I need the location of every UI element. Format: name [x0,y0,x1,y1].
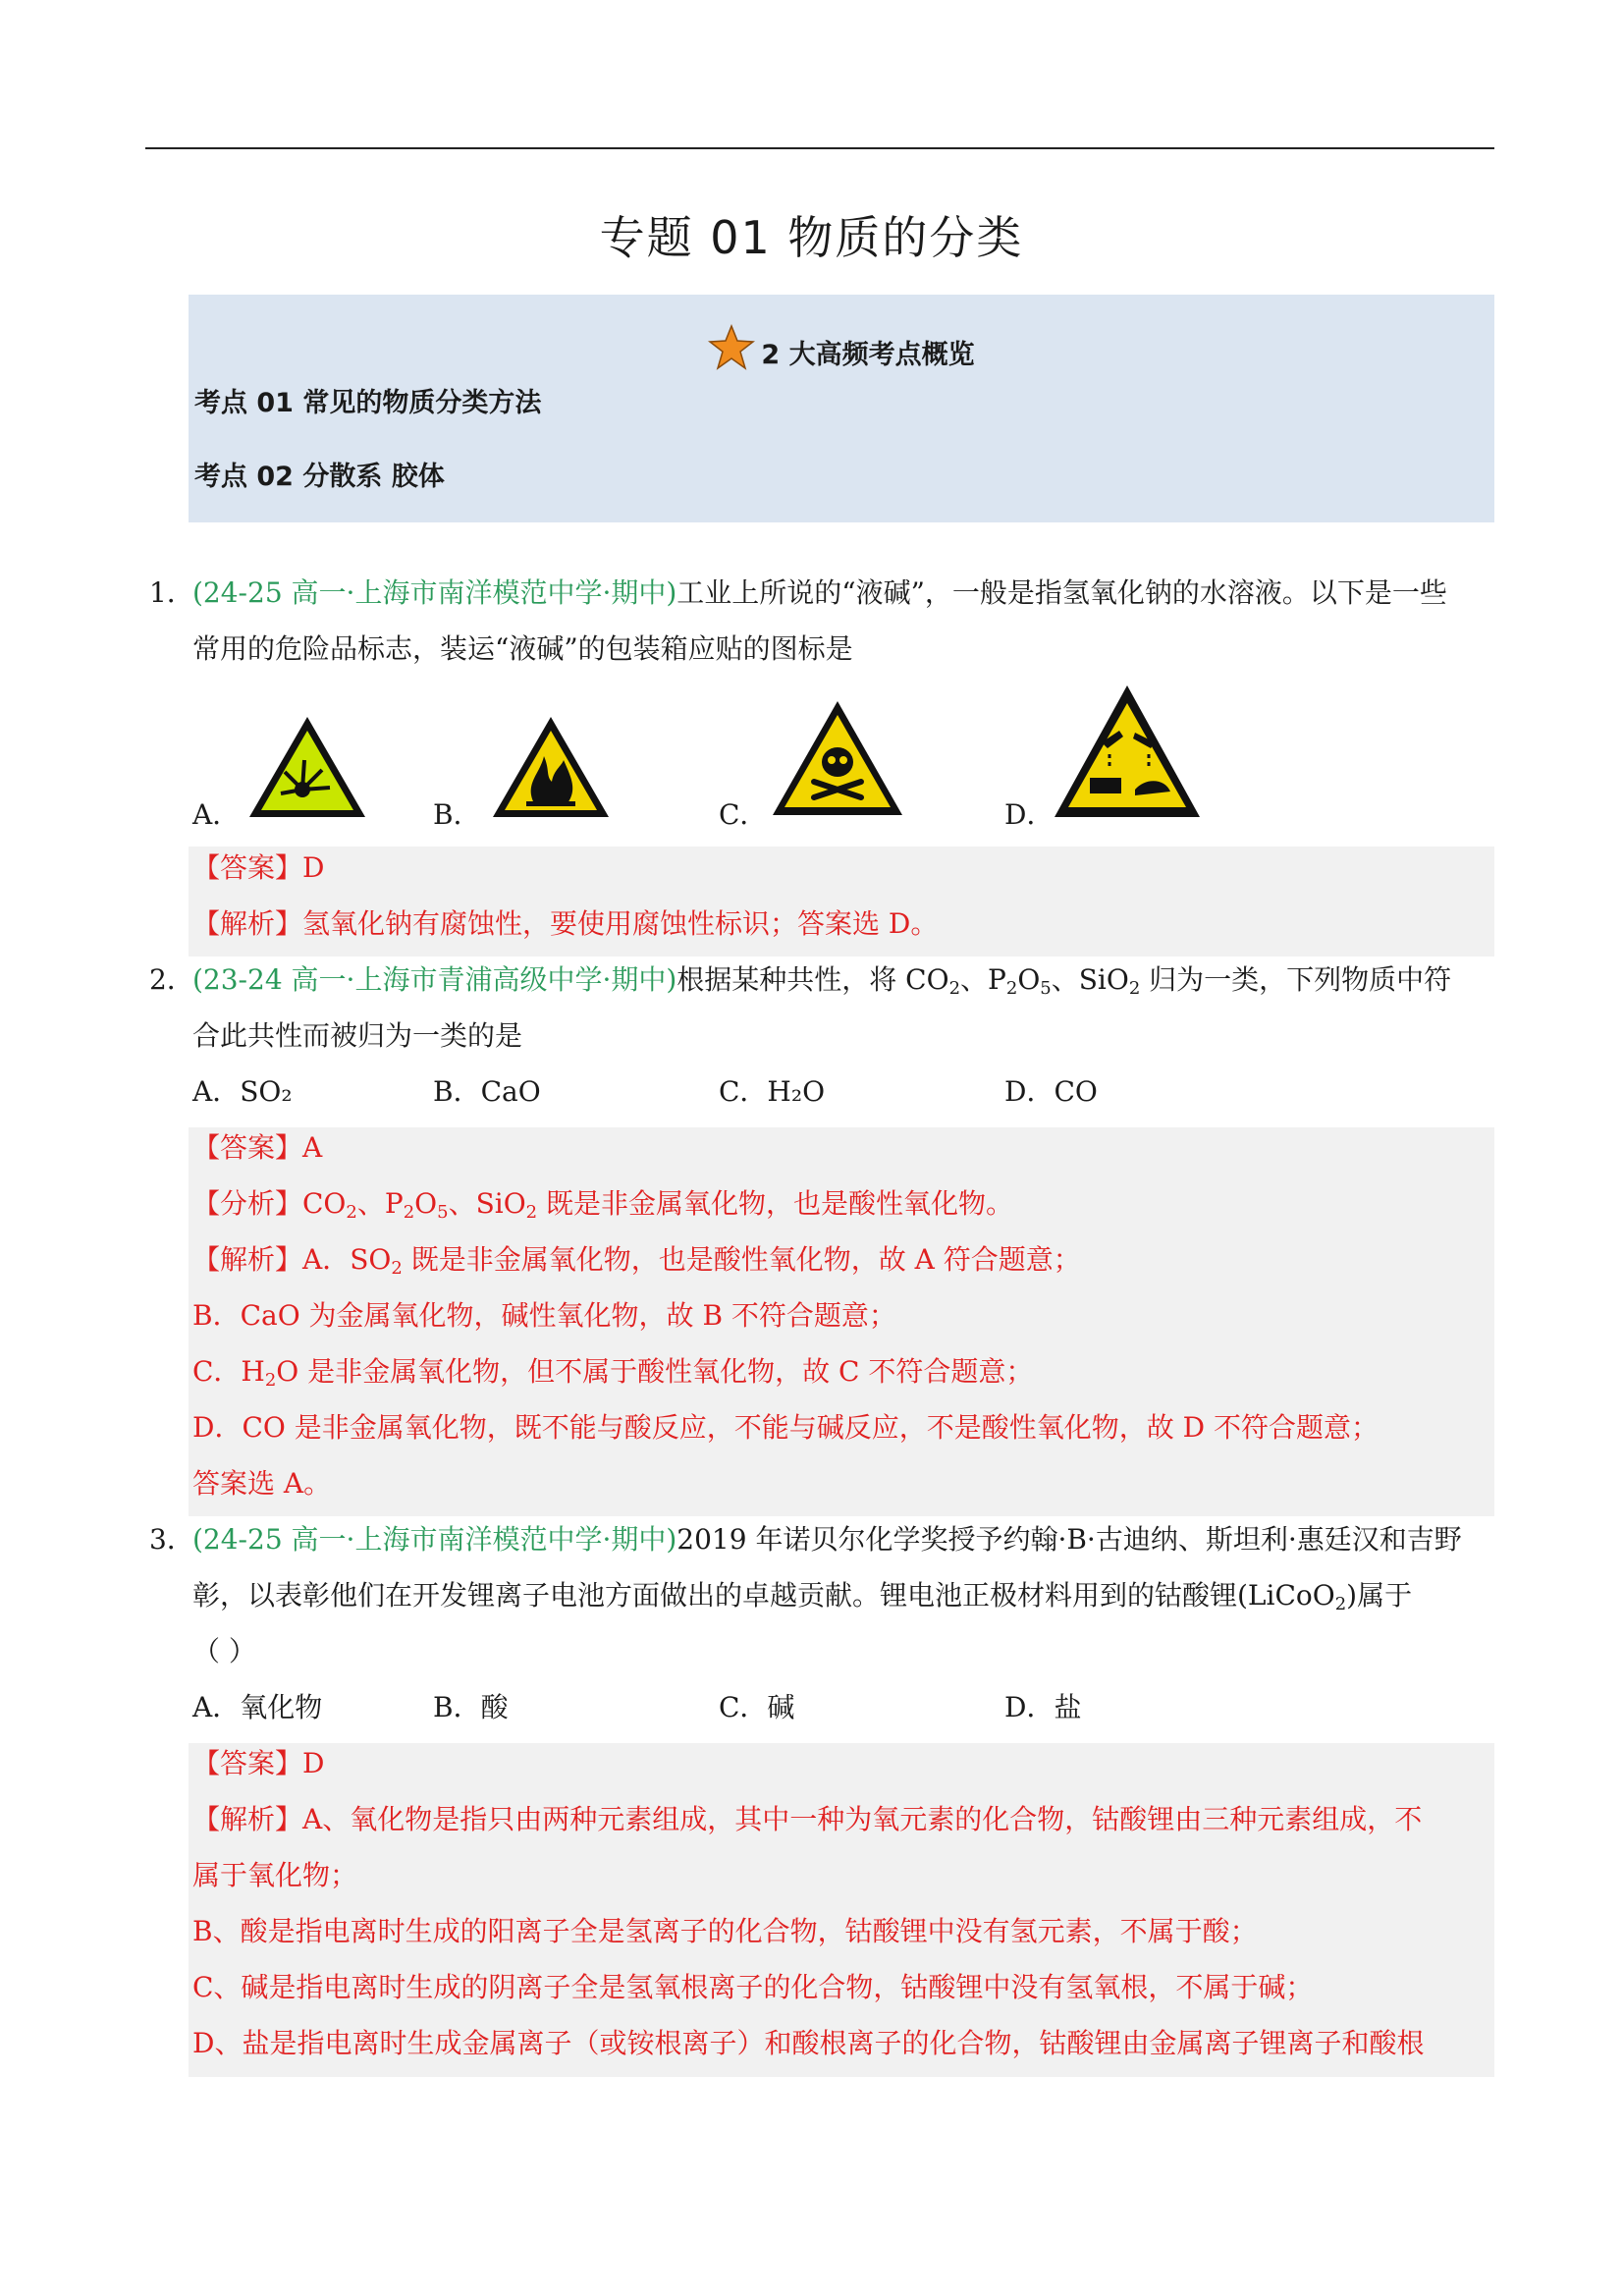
star-icon [708,324,755,371]
q1-option-a: A． [192,798,241,831]
q3-answer: 【答案】D [192,1747,325,1779]
q3-stem-line3: （ ） [192,1635,256,1667]
q2-option-a: A．SO₂ [192,1075,293,1108]
q3-option-a: A．氧化物 [192,1691,323,1723]
q3-stem-line1: (24-25 高一·上海市南洋模范中学·期中)2019 年诺贝尔化学奖授予约翰·B·古迪纳、斯坦利·惠廷汉和吉野 [192,1523,1462,1556]
summary-heading-text: 2 大高频考点概览 [761,340,975,370]
corrosive-warning-icon [1051,682,1204,823]
q1-source: (24-25 高一·上海市南洋模范中学·期中) [192,576,677,609]
q1-option-c: C． [719,798,768,831]
q1-number: 1． [149,576,194,609]
summary-box [189,295,1494,522]
q2-analysis-summary: 【分析】$CO_2$、$P_2O_5$、SiO$_2$ 既是非金属氧化物，也是酸性氧化物。 [192,1187,1014,1223]
q3-option-c: C．碱 [719,1691,795,1723]
q1-answer: 【答案】D [192,851,325,884]
q1-analysis: 【解析】氢氧化钠有腐蚀性，要使用腐蚀性标识；答案选 D。 [192,907,939,940]
summary-item-2: 考点 02 分散系 胶体 [194,462,445,492]
q2-analysis-a: 【解析】A．$SO_2$ 既是非金属氧化物，也是酸性氧化物，故 A 符合题意； [192,1243,1081,1279]
q3-analysis-line1: 【解析】A、氧化物是指只由两种元素组成，其中一种为氧元素的化合物，钴酸锂由三种元素组成，不 [192,1803,1423,1835]
q2-analysis-conclusion: 答案选 A。 [192,1467,332,1500]
q3-option-b: B．酸 [433,1691,509,1723]
q1-option-b: B． [433,798,481,831]
q3-option-d: D．盐 [1004,1691,1082,1723]
q1-option-d: D． [1004,798,1055,831]
q1-stem-line1: (24-25 高一·上海市南洋模范中学·期中)工业上所说的“液碱”，一般是指氢氧化钠的水溶液。以下是一些 [192,576,1447,609]
summary-item-1: 考点 01 常见的物质分类方法 [194,388,542,418]
q2-option-d: D．CO [1004,1075,1098,1108]
header-rule [145,147,1494,149]
q2-analysis-b: B．CaO 为金属氧化物，碱性氧化物，故 B 不符合题意； [192,1299,896,1332]
q2-stem-line1: (23-24 高一·上海市青浦高级中学·期中)根据某种共性，将 $CO_2$、$P_2O_5$、SiO$_2$ 归为一类，下列物质中符 [192,963,1452,999]
q3-analysis-line5: D、盐是指电离时生成金属离子（或铵根离子）和酸根离子的化合物，钴酸锂由金属离子锂离子和酸根 [192,2027,1425,2059]
flammable-warning-icon [489,713,613,821]
q2-stem-line2: 合此共性而被归为一类的是 [192,1019,523,1052]
q2-analysis-d: D．CO 是非金属氧化物，既不能与酸反应，不能与碱反应，不是酸性氧化物，故 D 不符合题意； [192,1411,1379,1444]
q3-analysis-line4: C、碱是指电离时生成的阴离子全是氢氧根离子的化合物，钴酸锂中没有氢氧根，不属于碱； [192,1971,1314,2003]
q3-stem-line2: 彰，以表彰他们在开发锂离子电池方面做出的卓越贡献。锂电池正极材料用到的钴酸锂(LiCoO$_2$)属于 [192,1579,1413,1614]
q2-source: (23-24 高一·上海市青浦高级中学·期中) [192,963,677,996]
toxic-warning-icon [769,697,906,819]
q1-stem-line2: 常用的危险品标志，装运“液碱”的包装箱应贴的图标是 [192,632,853,665]
q2-answer: 【答案】A [192,1131,323,1164]
q3-analysis-line2: 属于氧化物； [192,1859,358,1891]
q3-number: 3． [149,1523,194,1556]
explosive-warning-icon [245,713,369,821]
q2-analysis-c: C．$H_2O$ 是非金属氧化物，但不属于酸性氧化物，故 C 不符合题意； [192,1355,1034,1391]
summary-heading [189,324,1494,371]
q3-source: (24-25 高一·上海市南洋模范中学·期中) [192,1523,677,1556]
q2-option-b: B．CaO [433,1075,541,1108]
q2-option-c: C．H₂O [719,1075,826,1108]
q3-analysis-line3: B、酸是指电离时生成的阳离子全是氢离子的化合物，钴酸锂中没有氢元素，不属于酸； [192,1915,1258,1947]
page-title: 专题 01 物质的分类 [599,211,1024,264]
q2-number: 2． [149,963,194,996]
